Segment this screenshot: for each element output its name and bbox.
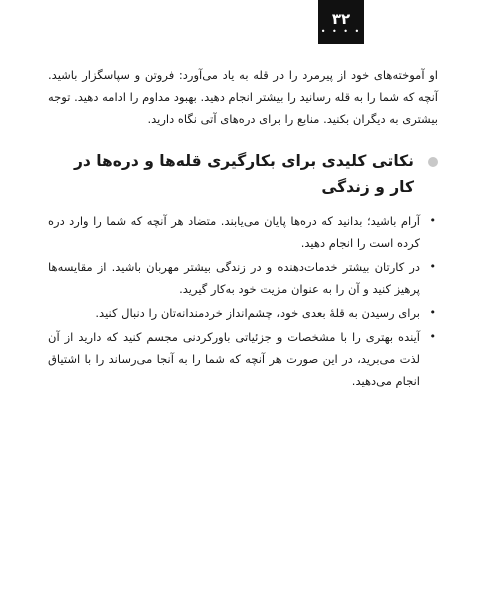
list-item [48,302,438,324]
page-tab-dots: • • • • [320,27,362,36]
page-content [48,64,438,394]
list-item [48,256,438,300]
list-item-text: آینده بهتری را با مشخصات و جزئیاتی باورکردنی مجسم کنید که دارید از آن لذت می‌برید، در این صورت هر آنچه که شما را به آنجا می‌رساند را با اشتیاق انجام می‌دهید. [48,330,420,388]
intro-paragraph: او آموخته‌های خود از پیرمرد را در قله به یاد می‌آورد: فروتن و سپاسگزار باشید. آنچه که شما را به قله رسانید را بیشتر انجام دهید. بهبود مداوم را ادامه دهید. توجه بیشتری به دیگران بکنید. منابع را برای دره‌های آتی نگاه دارید. [48,68,438,126]
key-tips-list [48,210,438,392]
list-item [48,326,438,392]
section-heading-row [48,148,438,200]
bullet-icon: • [429,306,436,319]
page-number: ۳۲ [331,10,351,28]
list-item-text: در کارتان بیشتر خدمات‌دهنده و در زندگی بیشتر مهربان باشید. از مقایسه‌ها پرهیز کنید و آن را به عنوان مزیت خود به‌کار گیرید. [48,260,420,296]
section-heading: نکاتی کلیدی برای بکارگیری قله‌ها و دره‌ها در کار و زندگی [73,152,414,196]
bullet-icon: • [429,330,436,343]
page-number-tab [318,0,364,44]
list-item [48,210,438,254]
bullet-icon: • [429,260,436,273]
list-item-text: آرام باشید؛ بدانید که دره‌ها پایان می‌یابند. متضاد هر آنچه که شما را وارد دره کرده است را انجام دهید. [48,214,420,250]
circle-bullet-icon [428,157,438,167]
bullet-icon: • [429,214,436,227]
list-item-text: برای رسیدن به قلهٔ بعدی خود، چشم‌انداز خردمندانه‌تان را دنبال کنید. [95,306,420,320]
